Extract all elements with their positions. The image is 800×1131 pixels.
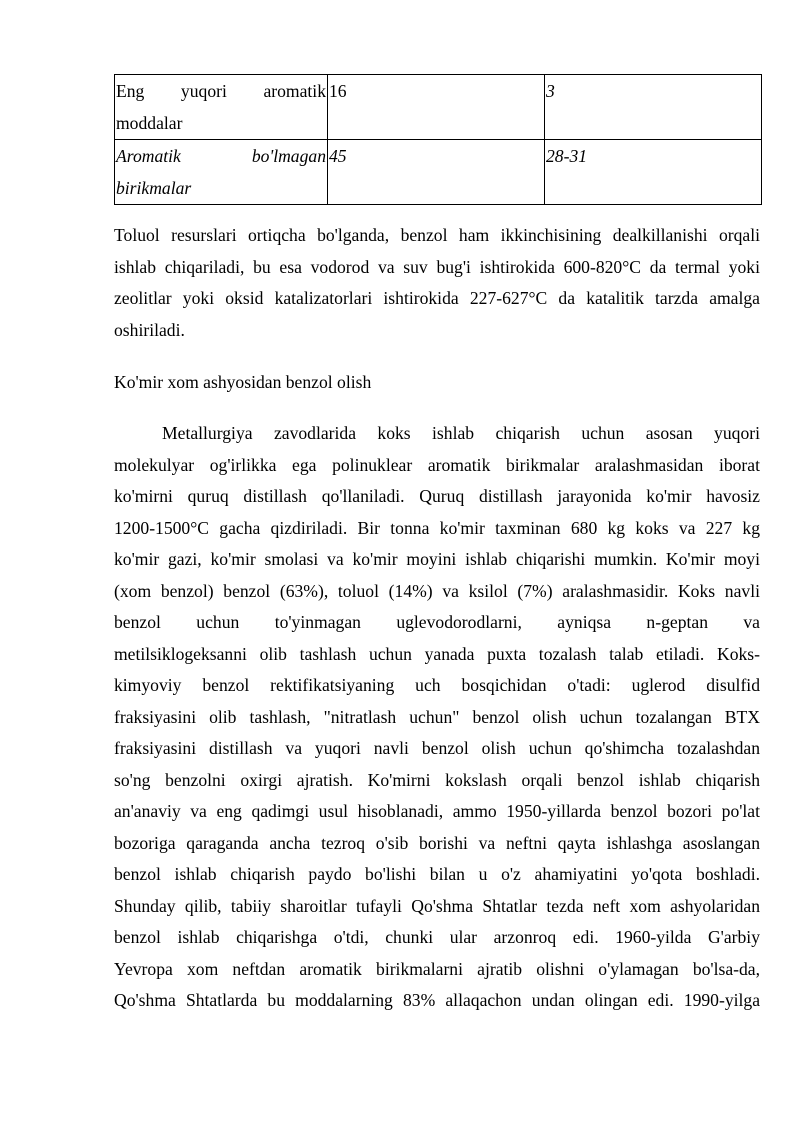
text-line: oshiriladi. — [114, 319, 185, 340]
text-line: fraksiyasini olib tashlash, "nitratlash uchun" benzol olish uchun tozalangan BTX — [114, 706, 760, 727]
table-cell-label-line: Eng yuqori aromatik — [116, 81, 326, 101]
text-line: molekulyar og'irlikka ega polinuklear aromatik birikmalar aralashmasidan iborat — [114, 454, 760, 475]
table-cell-label-line: moddalar — [116, 113, 183, 133]
text-line: (xom benzol) benzol (63%), toluol (14%) va ksilol (7%) aralashmasidir. Koks navli — [114, 580, 760, 601]
table-cell-value: 3 — [545, 75, 762, 140]
table-cell-label-line: birikmalar — [116, 178, 192, 198]
text-line: benzol ishlab chiqarishga o'tdi, chunki ular arzonroq edi. 1960-yilda G'arbiy — [114, 927, 760, 947]
text-line: benzol uchun to'yinmagan uglevodorodlarni, ayniqsa n-geptan va — [114, 612, 760, 632]
text-line: so'ng benzolni oxirgi ajratish. Ko'mirni kokslash orqali benzol ishlab chiqarish — [114, 769, 760, 790]
text-line: Shunday qilib, tabiiy sharoitlar tufayli Qo'shma Shtatlar tezda neft xom ashyolaridan — [114, 895, 760, 916]
table-cell-label — [115, 75, 328, 140]
text-line: kimyoviy benzol rektifikatsiyaning uch bosqichidan o'tadi: uglerod disulfid — [114, 675, 760, 695]
data-table — [114, 74, 762, 205]
table-row — [115, 75, 762, 140]
text-line: bozoriga qaraganda ancha tezroq o'sib borishi va neftni qayta ishlashga asoslangan — [114, 832, 760, 853]
table-cell-label-line: Aromatik bo'lmagan — [116, 146, 326, 166]
text-line: zeolitlar yoki oksid katalizatorlari ishtirokida 227-627°C da katalitik tarzda amalga — [114, 288, 760, 308]
text-line: ko'mir gazi, ko'mir smolasi va ko'mir moyini ishlab chiqarishi mumkin. Ko'mir moyi — [114, 549, 760, 569]
table-row — [115, 140, 762, 205]
text-line: Metallurgiya zavodlarida koks ishlab chiqarish uchun asosan yuqori — [162, 423, 760, 443]
text-line: Toluol resurslari ortiqcha bo'lganda, benzol ham ikkinchisining dealkillanishi orqali — [114, 225, 760, 245]
section-heading: Ko'mir xom ashyosidan benzol olish — [114, 372, 372, 392]
text-line: fraksiyasini distillash va yuqori navli benzol olish uchun qo'shimcha tozalashdan — [114, 738, 760, 758]
text-line: ko'mirni quruq distillash qo'llaniladi. Quruq distillash jarayonida ko'mir havosiz — [114, 486, 760, 506]
table-cell-value: 16 — [328, 75, 545, 140]
table-cell-value: 28-31 — [545, 140, 762, 205]
paragraph-toluene — [114, 220, 760, 346]
text-line: an'anaviy va eng qadimgi usul hisoblanadi, ammo 1950-yillarda benzol bozori po'lat — [114, 801, 760, 821]
table-cell-label — [115, 140, 328, 205]
table-cell-value: 45 — [328, 140, 545, 205]
text-line: benzol ishlab chiqarish paydo bo'lishi bilan u o'z ahamiyatini yo'qota boshladi. — [114, 864, 760, 884]
text-line: metilsiklogeksanni olib tashlash uchun yanada puxta tozalash talab etiladi. Koks- — [114, 643, 760, 664]
text-line: ishlab chiqariladi, bu esa vodorod va suv bug'i ishtirokida 600-820°C da termal yoki — [114, 256, 760, 277]
text-line: Qo'shma Shtatlarda bu moddalarning 83% allaqachon undan olingan edi. 1990-yilga — [114, 990, 760, 1010]
text-line: 1200-1500°C gacha qizdiriladi. Bir tonna ko'mir taxminan 680 kg koks va 227 kg — [114, 517, 760, 538]
text-line: Yevropa xom neftdan aromatik birikmalarni ajratib olishni o'ylamagan bo'lsa-da, — [114, 958, 760, 979]
paragraph-coal — [114, 418, 760, 1017]
